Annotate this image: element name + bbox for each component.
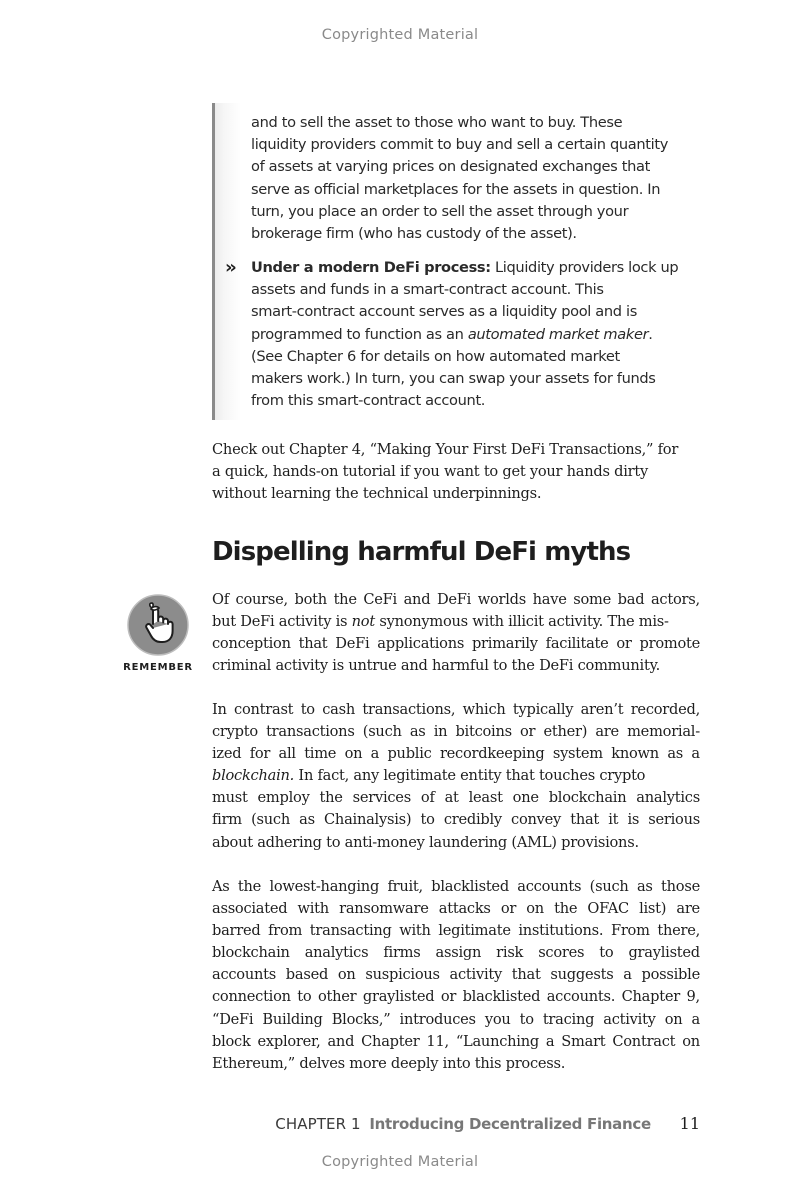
word: on — [526, 900, 544, 918]
word: to — [599, 944, 614, 962]
word: Of — [212, 591, 229, 608]
word: block — [212, 1032, 251, 1050]
word: ether) — [543, 723, 588, 741]
word: based — [285, 966, 329, 984]
word: as — [667, 745, 684, 763]
word: worlds — [477, 591, 526, 608]
word: accounts — [212, 966, 276, 984]
text-line: criminal activity is untrue and harmful to the DeFi community. — [212, 657, 661, 675]
word: recorded, — [630, 701, 700, 718]
intro-paragraph — [212, 439, 700, 505]
word: lowest-hanging — [269, 878, 380, 895]
sidebar-continuation-text — [251, 112, 691, 245]
text-line: brokerage firm (who has custody of the asset). — [251, 225, 577, 243]
text-run: but DeFi activity is — [212, 613, 352, 631]
word: actors, — [650, 591, 700, 608]
footer-chapter-label: CHAPTER 1 — [275, 1115, 361, 1133]
word: blockchain — [212, 944, 290, 962]
text-line: without learning the technical underpinnings. — [212, 485, 542, 503]
word: CeFi — [363, 591, 397, 608]
text-line: of assets at varying prices on designated exchanges that — [251, 158, 650, 176]
word: From — [610, 922, 650, 940]
word: attacks — [438, 900, 491, 918]
word: 9, — [686, 988, 700, 1006]
text-line — [212, 1031, 700, 1053]
word: on — [682, 1032, 700, 1050]
copyright-watermark-top: Copyrighted Material — [321, 27, 479, 43]
word: are — [595, 723, 619, 741]
word: DeFi — [436, 591, 472, 608]
double-chevron-icon: ›› — [225, 257, 234, 278]
text-line: Ethereum,” delves more deeply into this process. — [212, 1054, 566, 1072]
word: blacklisted — [431, 878, 509, 895]
word: the — [554, 900, 578, 918]
word: transactions, — [362, 701, 456, 718]
word: contrast — [234, 701, 294, 718]
word: transacting — [309, 922, 392, 940]
text-line — [251, 257, 691, 279]
text-run — [212, 765, 645, 787]
word: those — [661, 878, 700, 895]
word: as — [409, 723, 426, 741]
text-line: from this smart-contract account. — [251, 392, 486, 410]
word: firm — [212, 811, 242, 829]
word: that — [298, 635, 328, 653]
text-line — [212, 986, 700, 1008]
word: as — [636, 878, 653, 895]
word: accounts. — [546, 988, 616, 1006]
word: suspicious — [365, 966, 440, 984]
text-line — [212, 942, 700, 964]
text-line — [212, 633, 700, 655]
word: convey — [511, 811, 562, 829]
word: assign — [435, 944, 482, 962]
word: memorial- — [627, 723, 700, 741]
word: or — [616, 635, 632, 653]
word: in — [433, 723, 448, 741]
copyright-watermark-bottom: Copyrighted Material — [321, 1154, 479, 1170]
word: analytics — [636, 789, 700, 807]
text-line: turn, you place an order to sell the asset through your — [251, 202, 629, 220]
word: crypto — [212, 723, 258, 741]
word: on — [337, 966, 356, 984]
word: OFAC — [587, 900, 629, 918]
word: of — [420, 789, 435, 807]
word: institutions. — [518, 922, 604, 940]
word: typically — [512, 701, 574, 718]
word: services — [352, 789, 411, 807]
text-line — [212, 809, 700, 831]
word: a — [370, 745, 380, 763]
finger-with-string-icon — [127, 594, 189, 656]
word: system — [552, 745, 603, 763]
word: accounts — [517, 878, 582, 895]
text-line — [212, 743, 700, 765]
word: facilitate — [545, 635, 609, 653]
word: that — [570, 811, 600, 829]
page-number: 11 — [679, 1114, 700, 1133]
word: on — [344, 745, 363, 763]
word: blacklisted — [462, 988, 541, 1006]
word: promote — [639, 635, 700, 653]
word: must — [212, 789, 248, 807]
text-line: smart-contract account serves as a liquidity pool and is — [251, 303, 637, 321]
word: or — [520, 723, 536, 741]
text-run: synonymous with illicit activity. The mis- — [374, 613, 669, 631]
word: public — [387, 745, 432, 763]
word: one — [512, 789, 539, 807]
word: employ — [257, 789, 310, 807]
word: tracing — [542, 1010, 595, 1028]
word: a — [623, 966, 632, 984]
word: there, — [657, 922, 700, 940]
word: scores — [538, 944, 585, 962]
word: cash — [322, 701, 355, 718]
text-run — [212, 611, 669, 633]
word: that — [511, 966, 541, 984]
bullet-label: Under a modern DeFi process: — [251, 259, 491, 276]
text-line — [212, 876, 700, 898]
word: primarily — [471, 635, 538, 653]
sidebar-box — [212, 103, 700, 420]
word: both — [294, 591, 327, 608]
word: In — [212, 701, 227, 718]
text-line — [212, 898, 700, 920]
text-line — [212, 699, 700, 721]
italic-term: not — [351, 613, 375, 631]
word: is — [627, 811, 640, 829]
body-paragraph — [212, 589, 700, 677]
word: “Launching — [455, 1032, 539, 1050]
word: a — [545, 1032, 555, 1050]
word: introduces — [399, 1010, 476, 1028]
text-run: In fact, any legitimate entity that touches crypto — [294, 767, 646, 785]
word: are — [676, 900, 700, 918]
text-line: a quick, hands-on tutorial if you want to get your hands dirty — [212, 463, 648, 481]
word: associated — [212, 900, 288, 918]
word: “DeFi — [212, 1010, 254, 1028]
word: the — [319, 789, 343, 807]
word: with — [399, 922, 431, 940]
word: or — [500, 900, 517, 918]
word: and — [403, 591, 431, 608]
word: legitimate — [438, 922, 511, 940]
word: course, — [235, 591, 288, 608]
text-line — [212, 589, 700, 611]
word: have — [532, 591, 567, 608]
text-line: and to sell the asset to those who want to buy. These — [251, 114, 623, 131]
text-line — [212, 787, 700, 809]
body-paragraph — [212, 699, 700, 854]
word: Chapter — [621, 988, 680, 1006]
word: Chapter — [361, 1032, 420, 1050]
word: credibly — [443, 811, 502, 829]
word: graylisted — [362, 988, 435, 1006]
word: Smart — [561, 1032, 606, 1050]
word: conception — [212, 635, 291, 653]
word: or — [440, 988, 457, 1006]
text-line — [251, 324, 691, 346]
word: to — [297, 988, 312, 1006]
word: As — [212, 878, 230, 895]
word: Blocks,” — [331, 1010, 391, 1028]
word: a — [691, 745, 700, 763]
word: possible — [641, 966, 700, 984]
word: DeFi — [335, 635, 370, 653]
word: a — [691, 1010, 700, 1028]
word: activity — [603, 1010, 656, 1028]
text-line — [212, 721, 700, 743]
word: ransomware — [339, 900, 429, 918]
word: other — [317, 988, 357, 1006]
word: time — [304, 745, 337, 763]
word: which — [462, 701, 506, 718]
remember-label: REMEMBER — [123, 662, 193, 673]
word: (such — [589, 878, 629, 895]
word: on — [664, 1010, 683, 1028]
word: activity — [449, 966, 502, 984]
word: as — [299, 811, 315, 829]
word: bad — [617, 591, 645, 608]
italic-term: automated market maker — [467, 325, 649, 343]
word: connection — [212, 988, 291, 1006]
word: all — [278, 745, 296, 763]
word: to — [420, 811, 435, 829]
text-line — [212, 611, 700, 633]
word: fruit, — [387, 878, 423, 895]
word: barred — [212, 922, 261, 940]
text-run: . — [648, 325, 653, 343]
text-line: Check out Chapter 4, “Making Your First DeFi Transactions,” for — [212, 441, 679, 458]
text-run: programmed to function as an — [251, 325, 468, 343]
footer-chapter-title: Introducing Decentralized Finance — [369, 1115, 651, 1133]
word: recordkeeping — [439, 745, 545, 763]
word: to — [300, 701, 315, 718]
word: list) — [639, 900, 667, 918]
text-line: about adhering to anti-money laundering (AML) provisions. — [212, 833, 639, 851]
word: from — [268, 922, 303, 940]
word: (such — [251, 811, 290, 829]
body-paragraph — [212, 876, 700, 1075]
word: the — [237, 878, 262, 895]
word: analytics — [304, 944, 369, 962]
text-line: (See Chapter 6 for details on how automated market — [251, 347, 620, 365]
word: least — [468, 789, 503, 807]
word: (such — [362, 723, 402, 741]
word: to — [519, 1010, 534, 1028]
text-line — [212, 920, 700, 942]
word: and — [327, 1032, 355, 1050]
section-heading: Dispelling harmful DeFi myths — [212, 537, 631, 567]
text-line: makers work.) In turn, you can swap your assets for funds — [251, 370, 656, 388]
text-line: liquidity providers commit to buy and sell a certain quantity — [251, 136, 669, 154]
sidebar-bullet-text — [251, 257, 691, 412]
word: with — [297, 900, 329, 918]
word: risk — [496, 944, 524, 962]
text-run: Liquidity providers lock up — [490, 259, 679, 276]
word: graylisted — [628, 944, 700, 962]
word: explorer, — [257, 1032, 321, 1050]
word: Contract — [612, 1032, 676, 1050]
word: the — [333, 591, 357, 608]
word: serious — [648, 811, 700, 829]
text-line — [212, 765, 700, 787]
word: applications — [377, 635, 465, 653]
page-footer — [275, 1114, 700, 1133]
italic-term: blockchain. — [212, 767, 295, 785]
text-line — [212, 1009, 700, 1031]
text-line — [212, 964, 700, 986]
text-line: assets and funds in a smart-contract account. This — [251, 281, 604, 299]
word: at — [444, 789, 459, 807]
word: ized — [212, 745, 242, 763]
word: transactions — [266, 723, 355, 741]
word: it — [608, 811, 619, 829]
word: aren’t — [580, 701, 624, 718]
word: for — [249, 745, 271, 763]
word: 11, — [426, 1032, 449, 1050]
word: bitcoins — [455, 723, 512, 741]
word: firms — [383, 944, 421, 962]
word: some — [573, 591, 612, 608]
text-line: serve as official marketplaces for the assets in question. In — [251, 180, 661, 198]
word: you — [484, 1010, 511, 1028]
word: suggests — [550, 966, 614, 984]
word: Building — [262, 1010, 323, 1028]
word: known — [611, 745, 659, 763]
word: Chainalysis) — [324, 811, 412, 829]
word: blockchain — [548, 789, 627, 807]
